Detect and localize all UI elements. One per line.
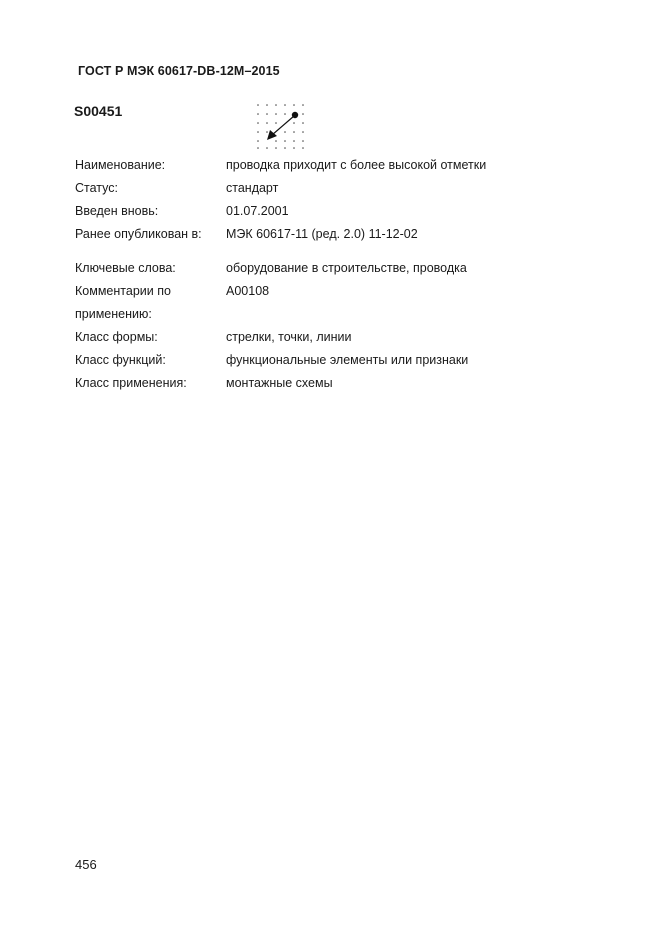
field-value: функциональные элементы или признаки bbox=[226, 353, 469, 367]
field-row-introduced bbox=[75, 200, 486, 223]
field-value: 01.07.2001 bbox=[226, 204, 289, 218]
field-value: стрелки, точки, линии bbox=[226, 330, 352, 344]
field-value: оборудование в строительстве, проводка bbox=[226, 261, 467, 275]
document-header: ГОСТ Р МЭК 60617-DB-12M–2015 bbox=[78, 64, 280, 78]
field-row-name bbox=[75, 154, 486, 177]
field-row-function-class bbox=[75, 349, 486, 372]
field-value: монтажные схемы bbox=[226, 376, 333, 390]
field-row-application-notes-cont bbox=[75, 303, 486, 326]
symbol-figure bbox=[255, 103, 309, 149]
field-label: Статус: bbox=[75, 181, 118, 195]
field-label: применению: bbox=[75, 307, 152, 321]
field-value: стандарт bbox=[226, 181, 279, 195]
field-value: МЭК 60617-11 (ред. 2.0) 11-12-02 bbox=[226, 227, 418, 241]
field-label: Класс формы: bbox=[75, 330, 158, 344]
field-row-application-class bbox=[75, 372, 486, 395]
field-label: Введен вновь: bbox=[75, 204, 159, 218]
field-row-shape-class bbox=[75, 326, 486, 349]
page-number: 456 bbox=[75, 857, 97, 872]
field-value: A00108 bbox=[226, 284, 270, 298]
field-label: Комментарии по bbox=[75, 284, 171, 298]
field-row-application-notes bbox=[75, 280, 486, 303]
field-value: проводка приходит с более высокой отметки bbox=[226, 158, 487, 172]
field-label: Ранее опубликован в: bbox=[75, 227, 202, 241]
field-label: Класс функций: bbox=[75, 353, 166, 367]
field-row-status bbox=[75, 177, 486, 200]
field-row-previously-published bbox=[75, 223, 486, 246]
field-label: Наименование: bbox=[75, 158, 166, 172]
symbol-id: S00451 bbox=[74, 103, 123, 119]
arrow-down-left-dot-grid-icon bbox=[255, 103, 309, 149]
field-label: Ключевые слова: bbox=[75, 261, 176, 275]
field-label: Класс применения: bbox=[75, 376, 187, 390]
field-row-keywords bbox=[75, 257, 486, 280]
symbol-properties-table bbox=[75, 154, 486, 395]
